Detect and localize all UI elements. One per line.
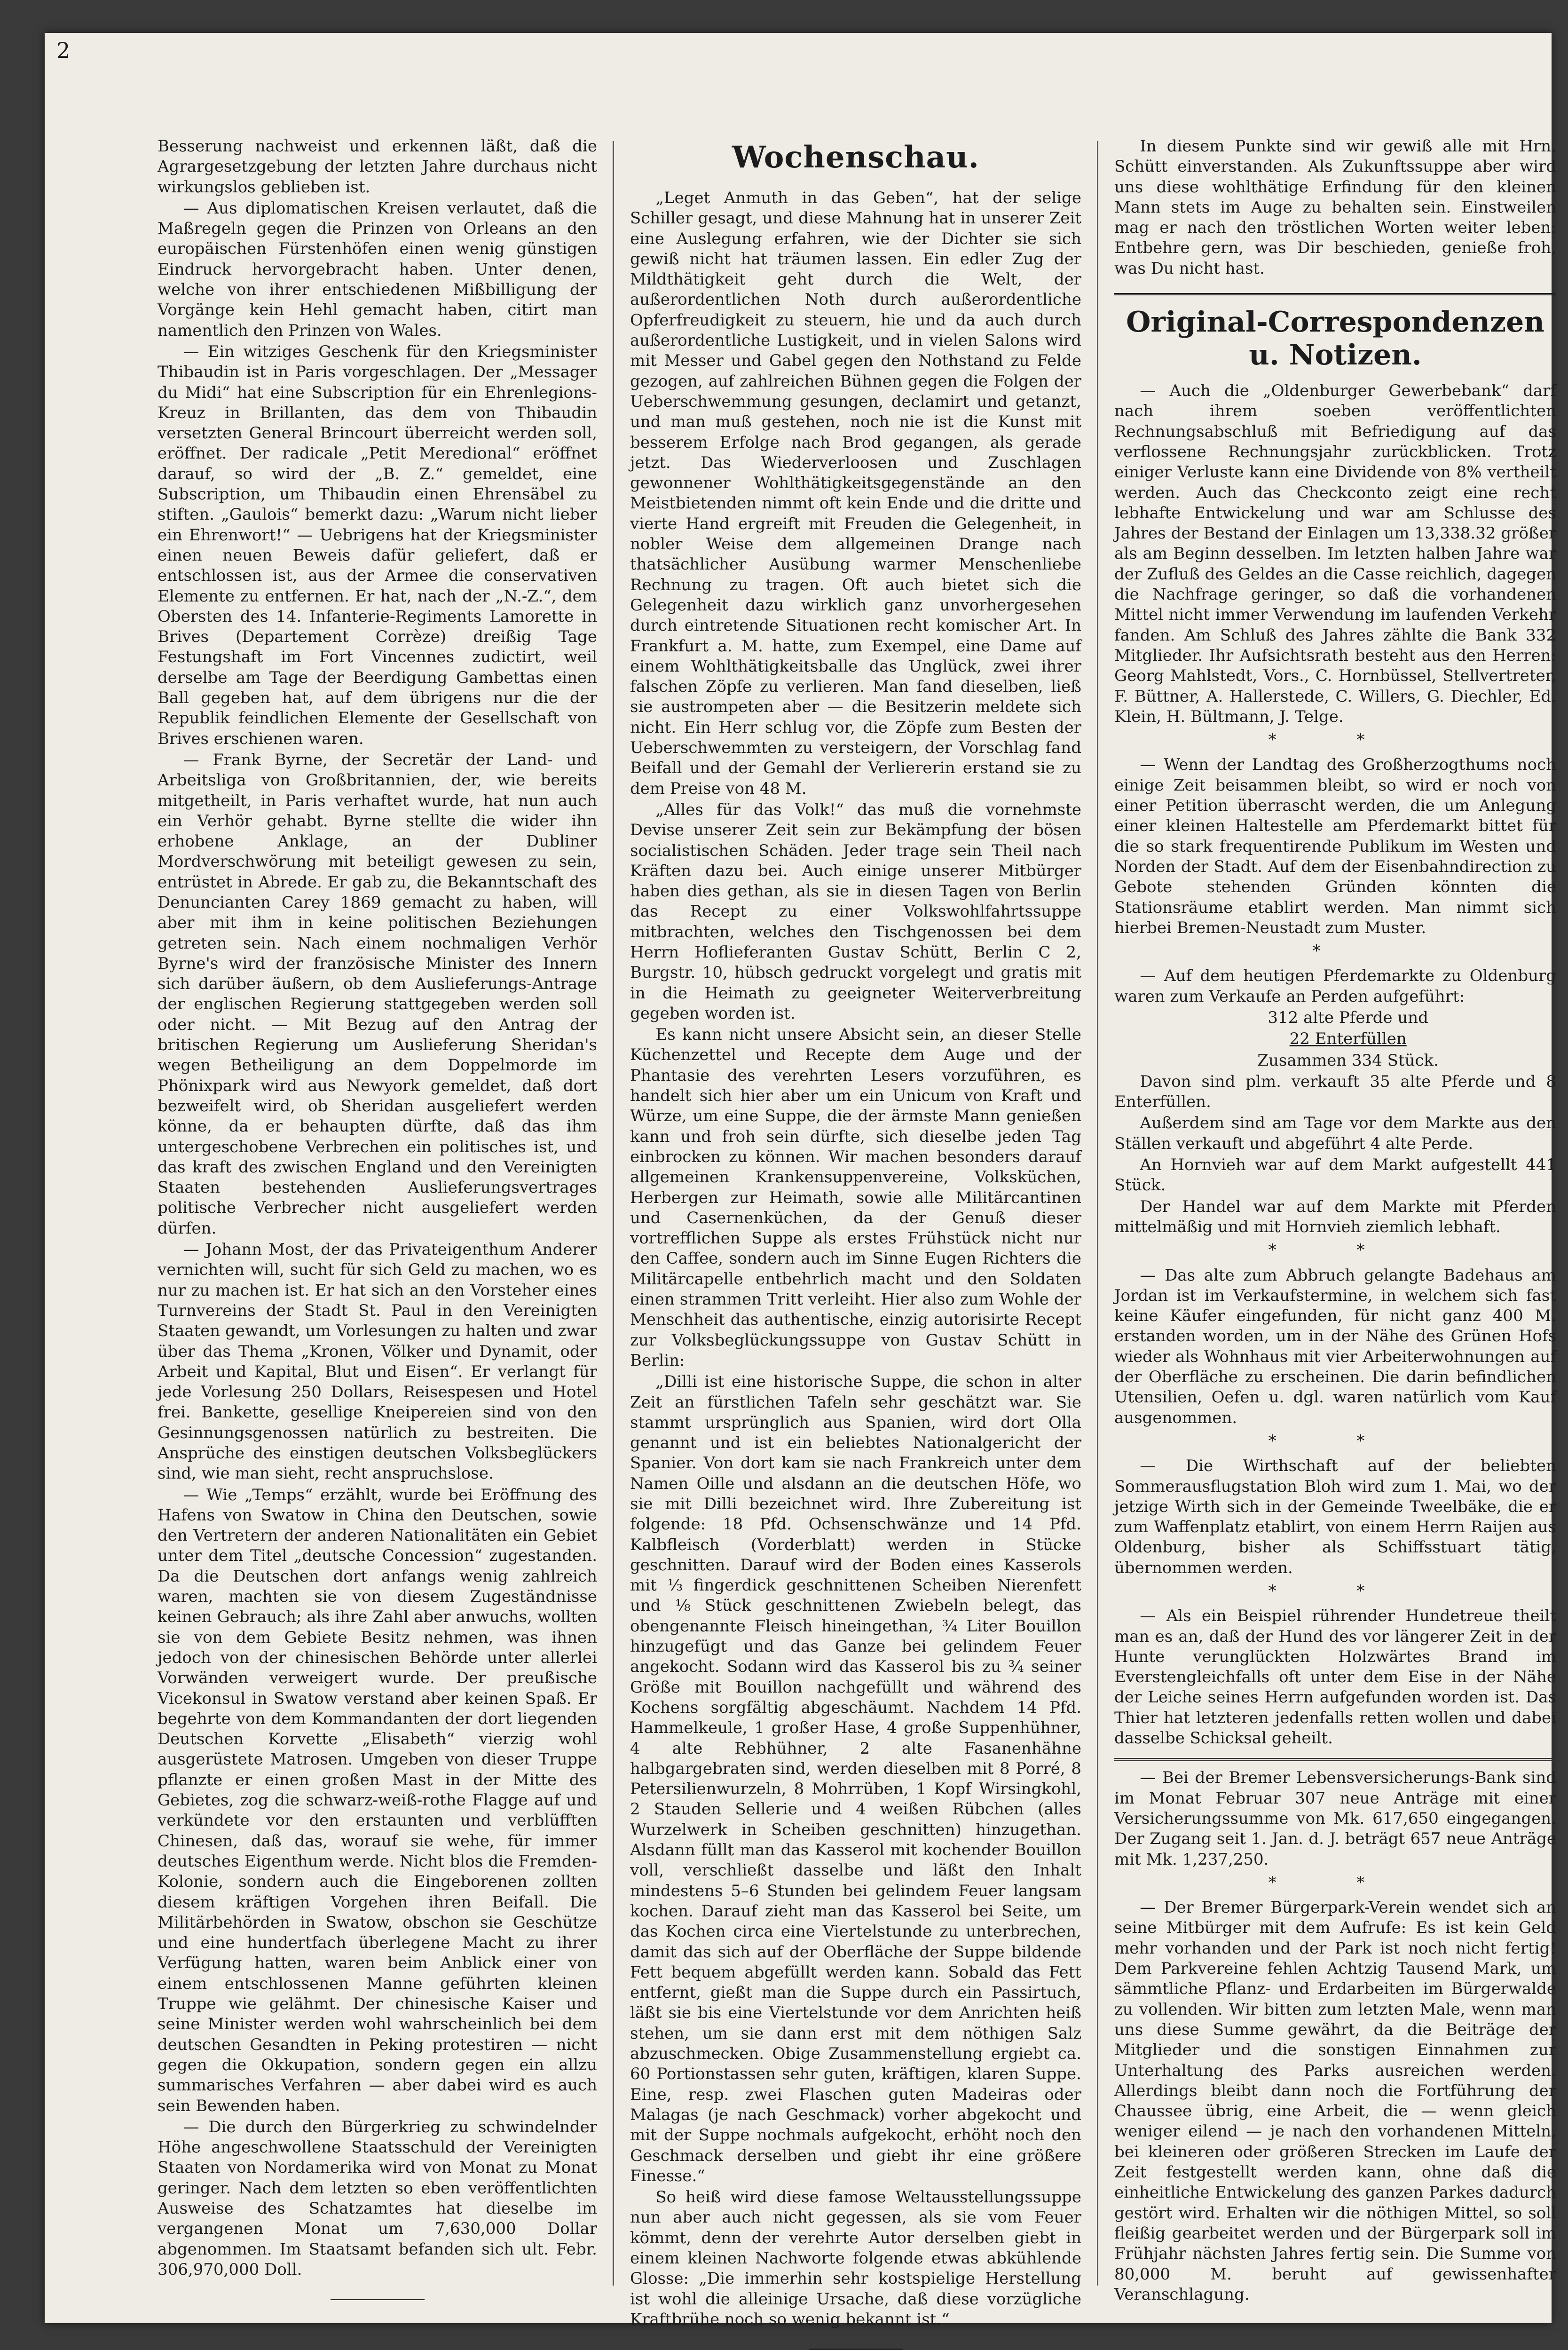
section-title: Original-Correspondenzen u. Notizen. [1114, 293, 1556, 372]
article-paragraph: — Das alte zum Abbruch gelangte Badehaus am Jordan ist im Verkaufstermine, in welchem sich fast keine Käufer eingefunden, für nicht ganz 400 M. erstanden worden, um in der Nähe des Grünen Hofs wieder als Wohnhaus mit vier Arbeiterwohnungen auf der Oberfläche zu erscheinen. Die darin befindlichen Utensilien, Oefen u. dgl. waren natürlich vom Kauf ausgenommen. [1114, 1266, 1556, 1427]
star-separator: * * [1268, 1873, 1403, 1892]
star-separator: * * [1268, 730, 1403, 750]
article-paragraph: — Aus diplomatischen Kreisen verlautet, daß die Maßregeln gegen die Prinzen von Orleans an den europäischen Fürstenhöfen einen wenig günstigen Eindruck hervorgebracht haben. Unter denen, welche von ihrer entschiedenen Mißbilligung der Vorgänge kein Hehl gemacht haben, citirt man namentlich den Prinzen von Wales. [158, 198, 597, 340]
star-separator: * * [1268, 1241, 1403, 1260]
star-separator: * * [1268, 1431, 1403, 1450]
article-paragraph: — Der Bremer Bürgerpark-Verein wendet sich an seine Mitbürger mit dem Aufrufe: Es ist kein Geld mehr vorhanden und der Park ist noch nicht fertig! Dem Parkvereine fehlen Achtzig Tausend Mark, um sämmtliche Pflanz- und Erdarbeiten im Bürgerwalde zu vollenden. Wir bitten zum letzten Male, wenn man uns diese Summe gewährt, da die Beiträge der Mitglieder und die sonstigen Einnahmen zur Unterhaltung des Parks ausreichen werden. Allerdings bleibt dann noch die Fortführung der Chaussee übrig, eine Arbeit, die — wenn gleich weniger eilend — je nach den vorhandenen Mitteln, bei kleineren oder größeren Strecken im Laufe der Zeit festgestellt werden kann, ohne daß die einheitliche Entwickelung des ganzen Parkes dadurch gestört wird. Erhalten wir die nöthigen Mittel, so soll fleißig gearbeitet werden und der Bürgerpark soll im Frühjahr nächsten Jahres fertig sein. Die Summe von 80,000 M. beruht auf gewissenhafter Veranschlagung. [1114, 1898, 1556, 2304]
star-separator: * [1312, 942, 1358, 961]
article-paragraph: Davon sind plm. verkauft 35 alte Pferde und 8 Enterfüllen. [1114, 1072, 1556, 1112]
column-3 [1114, 136, 1556, 2309]
column-divider [613, 141, 614, 2286]
section-rule [1114, 1758, 1556, 1761]
article-paragraph: — Die Wirthschaft auf der beliebten Sommerausflugstation Bloh wird zum 1. Mai, wo der jetzige Wirth sich in der Gemeinde Tweelbäke, die er zum Waffenplatz etablirt, von einem Herrn Raijen aus Oldenburg, bisher als Schiffsstuart tätig, übernommen werden. [1114, 1456, 1556, 1577]
article-paragraph: An Hornvieh war auf dem Markt aufgestellt 441 Stück. [1114, 1155, 1556, 1195]
article-paragraph: Außerdem sind am Tage vor dem Markte aus den Ställen verkauft und abgeführt 4 alte Perde. [1114, 1114, 1556, 1153]
horse-list-total: Zusammen 334 Stück. [1257, 1051, 1439, 1070]
article-paragraph: — Johann Most, der das Privateigenthum Anderer vernichten will, sucht für sich Geld zu machen, wo es nur zu machen ist. Er hat sich an den Vorsteher eines Turnvereins der Stadt St. Paul in den Vereinigten Staaten gewandt, um Vorlesungen zu halten und zwar über das Thema „Kronen, Völker und Dynamit, oder Arbeit und Kapital, Blut und Eisen“. Er verlangt für jede Vorlesung 250 Dollars, Reisespesen und Hotel frei. Bankette, gesellige Kneipereien sind von den Gesinnungsgenossen natürlich zu bestreiten. Die Ansprüche des einstigen deutschen Volksbeglückers sind, wie man sieht, recht anspruchslose. [158, 1240, 597, 1483]
article-paragraph: — Auch die „Oldenburger Gewerbebank“ darf nach ihrem soeben veröffentlichten Rechnungsabschluß mit Befriedigung auf das verflossene Rechnungsjahr zurückblicken. Trotz einiger Verluste kann eine Dividende von 8% vertheilt werden. Auch das Checkconto zeigt eine recht lebhafte Entwickelung und war am Schlusse des Jahres der Bestand der Einlagen um 13,338.32 größer als am Beginn desselben. Im letzten halben Jahre war der Zufluß des Geldes an die Casse reichlich, dagegen die Nachfrage geringer, so daß die vorhandenen Mittel nicht immer Verwendung im laufenden Verkehr fanden. Am Schluß des Jahres zählte die Bank 332 Mitglieder. Ihr Aufsichtsrath besteht aus den Herren: Georg Mahlstedt, Vors., C. Hornbüssel, Stellvertreter, F. Büttner, A. Hallerstede, C. Willers, G. Diechler, Ed. Klein, H. Bültmann, J. Telge. [1114, 381, 1556, 726]
article-paragraph: — Als ein Beispiel rührender Hundetreue theilt man es an, daß der Hund des vor längerer Zeit in der Hunte verunglückten Holzwärtes Brand im Everstengleichfalls oft unter dem Eise in der Nähe der Leiche seines Herrn aufgefunden worden ist. Das Thier hat letzteren jedenfalls retten wollen und dabei dasselbe Schicksal geheilt. [1114, 1606, 1556, 1748]
article-paragraph: In diesem Punkte sind wir gewiß alle mit Hrn. Schütt einverstanden. Als Zukunftssuppe aber wird uns diese wohlthätige Erfindung für den kleinen Mann stets im Auge zu behalten sein. Einstweilen mag er nach den tröstlichen Worten weiter leben: Entbehre gern, was Dir beschieden, genieße froh, was Du nicht hast. [1114, 137, 1556, 278]
article-paragraph: — Wenn der Landtag des Großherzogthums noch einige Zeit beisammen bleibt, so wird er noch von einer Petition überrascht werden, die um Anlegung einer kleinen Haltestelle am Pferdemarkt bittet für die so stark frequentirende Publikum im Westen und Norden der Stadt. Auf dem der Eisenbahndirection zu Gebote stehenden Gründen könnten die Stationsräume etablirt werden. Man nimmt sich hierbei Bremen-Neustadt zum Muster. [1114, 755, 1556, 937]
article-paragraph: Es kann nicht unsere Absicht sein, an dieser Stelle Küchenzettel und Recepte dem Auge und der Phantasie des verehrten Lesers vorzuführen, es handelt sich hier aber um ein Unicum von Kraft und Würze, um eine Suppe, die der ärmste Mann genießen kann und froh sein dürfte, sich dieselbe jeden Tag einbrocken zu können. Wir machen besonders darauf allgemeinen Krankensuppenvereine, Volksküchen, Herbergen zur Heimath, sowie alle Militärcantinen und Casernenküchen, da der Genuß dieser vortrefflichen Suppe als erstes Frühstück nicht nur den Caffee, sondern auch im Sinne Eugen Richters die Militärcapelle entbehrlich macht und den Soldaten einen strammen Tritt verleiht. Hier also zum Wohle der Menschheit das authentische, einzig autorisirte Recept zur Volksbeglückungssuppe von Gustav Schütt in Berlin: [630, 1025, 1081, 1370]
article-paragraph: — Auf dem heutigen Pferdemarkte zu Oldenburg waren zum Verkaufe an Perden aufgeführt: [1114, 966, 1556, 1006]
column-1 [158, 136, 597, 2309]
end-rule [331, 2299, 425, 2300]
article-paragraph: — Ein witziges Geschenk für den Kriegsminister Thibaudin ist in Paris vorgeschlagen. Der „Messager du Midi“ hat eine Subscription für ein Ehrenlegions-Kreuz in Brillanten, das dem von Thibaudin versetzten General Brincourt überreicht werden soll, eröffnet. Der radicale „Petit Meredional“ eröffnet darauf, so wird der „B. Z.“ gemeldet, eine Subscription, um Thibaudin einen Ehrensäbel zu stiften. „Gaulois“ bemerkt dazu: „Warum nicht lieber ein Ehrenwort!“ — Uebrigens hat der Kriegsminister einen neuen Beweis dafür geliefert, daß er entschlossen ist, aus der Armee die conservativen Elemente zu entfernen. Er hat, nach der „N.-Z.“, dem Obersten des 14. Infanterie-Regiments Lamorette in Brives (Departement Corrèze) dreißig Tage Festungshaft im Fort Vincennes zudictirt, weil derselbe am Tage der Beerdigung Gambettas einen Ball gegeben hat, auf dem übrigens nur die der Republik feindlichen Elemente der Gesellschaft von Brives erschienen waren. [158, 342, 597, 748]
article-paragraph: Der Handel war auf dem Markte mit Pferden mittelmäßig und mit Hornvieh ziemlich lebhaft. [1114, 1197, 1556, 1236]
article-paragraph: „Leget Anmuth in das Geben“, hat der selige Schiller gesagt, und diese Mahnung hat in unserer Zeit eine Auslegung erfahren, wie der Dichter sie sich gewiß nicht hat träumen lassen. Ein edler Zug der Mildthätigkeit geht durch die Welt, der außerordentlichen Noth durch außerordentliche Opferfreudigkeit zu steuern, hie und da auch durch außerordentliche Lustigkeit, und in vielen Salons wird mit Messer und Gabel gegen den Nothstand zu Felde gezogen, auf zahlreichen Bühnen gegen die Folgen der Ueberschwemmung gesungen, declamirt und getanzt, und man muß gestehen, noch nie ist die Kunst mit besserem Erfolge nach Brod gegangen, als gerade jetzt. Das Wiederverloosen und Zuschlagen gewonnener Wohlthätigkeitsgegenstände an den Meistbietenden nimmt oft kein Ende und die dritte und vierte Hand ergreift mit Freuden die Gelegenheit, in nobler Weise dem allgemeinen Drange nach thatsächlicher Ausübung warmer Menschenliebe Rechnung zu tragen. Oft auch bietet sich die Gelegenheit dazu wirklich ganz unvorhergesehen durch eintretende Situationen recht komischer Art. In Frankfurt a. M. hatte, zum Exempel, eine Dame auf einem Wohlthätigkeitsballe das Unglück, zwei ihrer falschen Zöpfe zu verlieren. Man fand dieselben, ließ sie austrompeten aber — die Besitzerin meldete sich nicht. Ein Herr schlug vor, die Zöpfe zum Besten der Ueberschwemmten zu versteigern, der Vorschlag fand Beifall und der Gemahl der Verliererin erstand sie zu dem Preise von 48 M. [630, 189, 1081, 798]
article-paragraph: — Wie „Temps“ erzählt, wurde bei Eröffnung des Hafens von Swatow in China den Deutschen, sowie den Vertretern der anderen Nationalitäten ein Gebiet unter dem Titel „deutsche Concession“ zugestanden. Da die Deutschen dort anfangs wenig zahlreich waren, machten sie von diesem Zugeständnisse keinen Gebrauch; als ihre Zahl aber anwuchs, wollten sie von dem Gebiete Besitz nehmen, was ihnen jedoch von der chinesischen Behörde unter allerlei Vorwänden verweigert wurde. Der preußische Vicekonsul in Swatow verstand aber keinen Spaß. Er begehrte von dem Kommandanten der dort liegenden Deutschen Korvette „Elisabeth“ vierzig wohl ausgerüstete Matrosen. Umgeben von dieser Truppe pflanzte er einen großen Mast in der Mitte des Gebietes, zog die schwarz-weiß-rothe Flagge auf und verkündete vor den erstaunten und verblüfften Chinesen, daß das, worauf sie wehe, für immer deutsches Eigenthum werde. Nicht blos die Fremden-Kolonie, sondern auch die Eingeborenen zollten diesem kräftigen Vorgehen ihren Beifall. Die Militärbehörden in Swatow, obschon sie Geschütze und eine hundertfach überlegene Macht zu ihrer Verfügung hatten, waren beim Anblick einer von einem entschlossenen Manne geführten kleinen Truppe wie gelähmt. Der chinesische Kaiser und seine Minister werden wohl wahrscheinlich bei dem deutschen Gesandten in Peking protestiren — nicht gegen die Okkupation, sondern gegen ein allzu summarisches Verfahren — aber dabei wird es auch sein Bewenden haben. [158, 1485, 597, 2115]
newspaper-page [45, 33, 1556, 2329]
star-separator: * * [1268, 1582, 1403, 1600]
article-paragraph: — Die durch den Bürgerkrieg zu schwindelnder Höhe angeschwollene Staatsschuld der Vereinigten Staaten von Nordamerika wird von Monat zu Monat geringer. Nach dem letzten so eben veröffentlichten Ausweise des Schatzamtes hat dieselbe im vergangenen Monat um 7,630,000 Dollar abgenommen. Im Staatsamt befanden sich ult. Febr. 306,970,000 Doll. [158, 2117, 597, 2279]
page-number: 2 [56, 38, 71, 63]
article-paragraph: „Alles für das Volk!“ das muß die vornehmste Devise unserer Zeit sein zur Bekämpfung der bösen socialistischen Schäden. Jeder trage sein Theil nach Kräften dazu bei. Auch einige unserer Mitbürger haben dies gethan, als sie in diesen Tagen von Berlin das Recept zu einer Volkswohlfahrtssuppe mitbrachten, welches den Tischgenossen bei dem Herrn Hoflieferanten Gustav Schütt, Berlin C 2, Burgstr. 10, hübsch gedruckt vorgelegt und gratis mit in die Heimath zu geeigneter Weiterverbreitung gegeben worden ist. [630, 800, 1081, 1023]
article-paragraph: Besserung nachweist und erkennen läßt, daß die Agrargesetzgebung der letzten Jahre durchaus nicht wirkungslos geblieben ist. [158, 137, 597, 197]
column-divider [1097, 141, 1098, 2286]
horse-list-line: 312 alte Pferde und [1268, 1008, 1428, 1027]
article-paragraph: So heiß wird diese famose Weltausstellungssuppe nun aber auch nicht gegessen, als sie vom Feuer kömmt, denn der verehrte Autor derselben giebt in einem kleinen Nachworte folgende etwas abkühlende Glosse: „Die immerhin sehr kostspielige Herstellung ist wohl die alleinige Ursache, daß diese vorzügliche Kraftbrühe noch so wenig bekannt ist.“ [630, 2188, 1081, 2329]
article-paragraph: — Bei der Bremer Lebensversicherungs-Bank sind im Monat Februar 307 neue Anträge mit einer Versicherungssumme von Mk. 617,650 eingegangen. Der Zugang seit 1. Jan. d. J. beträgt 657 neue Anträge mit Mk. 1,237,250. [1114, 1768, 1556, 1869]
horse-list-line: 22 Enterfüllen [1289, 1029, 1407, 1049]
section-title: Wochenschau. [732, 140, 979, 175]
article-paragraph: „Dilli ist eine historische Suppe, die schon in alter Zeit an fürstlichen Tafeln sehr geschätzt war. Sie stammt ursprünglich aus Spanien, wird dort Olla genannt und ist ein beliebtes Nationalgericht der Spanier. Von dort kam sie nach Frankreich unter dem Namen Oille und alsdann an die deutschen Höfe, wo sie mit Dilli bezeichnet wird. Ihre Zubereitung ist folgende: 18 Pfd. Ochsenschwänze und 14 Pfd. Kalbfleisch (Vorderblatt) werden in Stücke geschnitten. Darauf wird der Boden eines Kasserols mit ⅓ fingerdick geschnittenen Scheiben Nierenfett und ⅛ Stück geschnittenen Zwiebeln belegt, das obengenannte Fleisch hineingethan, ¾ Liter Bouillon hinzugefügt und das Ganze bei gelindem Feuer angekocht. Sodann wird das Kasserol bis zu ¾ seiner Größe mit Bouillon nachgefüllt und während des Kochens sorgfältig abgeschäumt. Nachdem 14 Pfd. Hammelkeule, 1 großer Hase, 4 große Suppenhühner, 4 alte Rebhühner, 2 alte Fasanenhähne halbgargebraten sind, werden dieselben mit 8 Porré, 8 Petersilienwurzeln, 8 Mohrrüben, 1 Kopf Wirsingkohl, 2 Stauden Sellerie und 4 weißen Rübchen (alles Wurzelwerk in Scheiben geschnitten) hinzugethan. Alsdann füllt man das Kasserol mit kochender Bouillon voll, verschließt dasselbe und läßt den Inhalt mindestens 5–6 Stunden bei gelindem Feuer langsam kochen. Darauf zieht man das Kasserol bei Seite, um das Kochen circa eine Viertelstunde zu unterbrechen, damit das sich auf der Oberfläche der Suppe bildende Fett bequem abgefüllt werden kann. Sobald das Fett entfernt, gießt man die Suppe durch ein Passirtuch, läßt sie bis eine Viertelstunde vor dem Anrichten heiß stehen, um sie dann erst mit dem nöthigen Salz abzuschmecken. Obige Zusammenstellung ergiebt ca. 60 Portionstassen sehr guten, kräftigen, klaren Suppe. Eine, resp. zwei Flaschen guten Madeiras oder Malagas (je nach Geschmack) vorher abgekocht und mit der Suppe nochmals aufgekocht, erhöht noch den Geschmack derselben und giebt ihr eine größere Finesse.“ [630, 1372, 1081, 2185]
column-2 [630, 136, 1081, 2329]
article-paragraph: — Frank Byrne, der Secretär der Land- und Arbeitsliga von Großbritannien, der, wie bereits mitgetheilt, in Paris verhaftet wurde, hat nun auch ein Verhör gehabt. Byrne stellte die wider ihn erhobene Anklage, an der Dubliner Mordverschwörung mit beteiligt gewesen zu sein, entrüstet in Abrede. Er gab zu, die Bekanntschaft des Denuncianten Carey 1869 gemacht zu haben, will aber mit ihm in keine politischen Beziehungen getreten sein. Nach einem nochmaligen Verhör Byrne's wird der französische Minister des Innern sich darüber äußern, ob dem Auslieferungs-Antrage der englischen Regierung stattgegeben werden soll oder nicht. — Mit Bezug auf den Antrag der britischen Regierung um Auslieferung Sheridan's wegen Betheiligung an dem Doppelmorde im Phönixpark wird aus Newyork gemeldet, daß dort bezweifelt wird, ob Sheridan ausgeliefert werden könne, da er behaupten dürfte, daß das ihm untergeschobene Verbrechen ein politisches ist, und das kraft des zwischen England und den Vereinigten Staaten bestehenden Auslieferungsvertrages politische Verbrecher nicht ausgeliefert werden dürfen. [158, 750, 597, 1238]
